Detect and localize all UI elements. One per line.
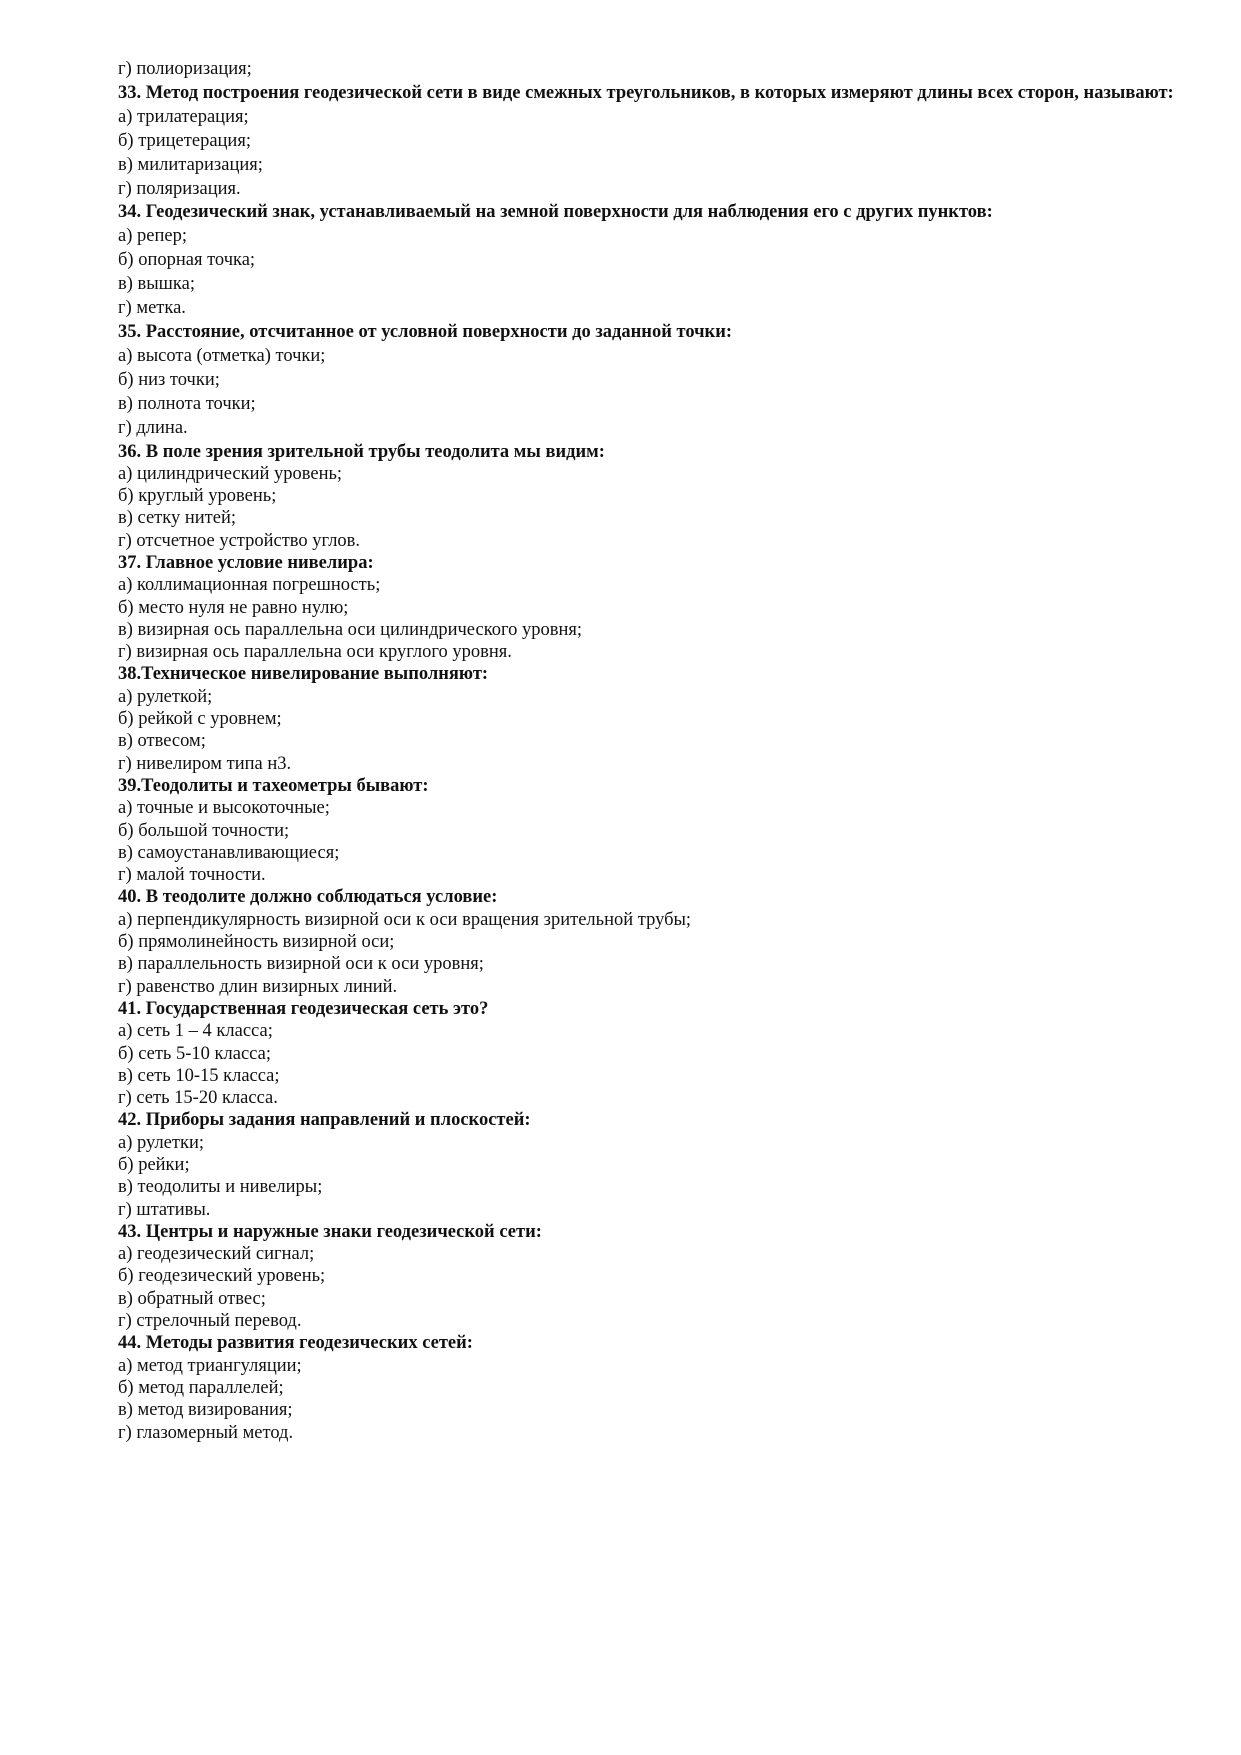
answer-option: г) малой точности.: [118, 865, 266, 886]
answer-option: г) визирная ось параллельна оси круглого уровня.: [118, 642, 512, 663]
answer-option: г) равенство длин визирных линий.: [118, 976, 398, 997]
answer-option: а) перпендикулярность визирной оси к оси вращения зрительной трубы;: [118, 909, 692, 930]
question-title-35: 35. Расстояние, отсчитанное от условной поверхности до заданной точки:: [118, 321, 733, 342]
answer-option: б) рейки;: [118, 1155, 190, 1175]
answer-option: а) метод триангуляции;: [118, 1355, 302, 1376]
answer-option: а) трилатерация;: [118, 106, 249, 127]
answer-option: б) опорная точка;: [118, 250, 256, 271]
answer-option: в) метод визирования;: [118, 1400, 293, 1421]
answer-option: в) сеть 10-15 класса;: [118, 1065, 280, 1086]
answer-option: в) самоустанавливающиеся;: [118, 842, 340, 863]
question-block-38: [118, 663, 1180, 774]
answer-option: а) точные и высокоточные;: [118, 798, 330, 819]
question-title-37: 37. Главное условие нивелира:: [118, 552, 374, 573]
answer-option: а) сеть 1 – 4 класса;: [118, 1021, 273, 1042]
answer-option: б) прямолинейность визирной оси;: [118, 932, 395, 953]
answer-option: г) штативы.: [118, 1199, 211, 1220]
answer-option: б) низ точки;: [118, 369, 220, 390]
answer-option: в) параллельность визирной оси к оси уровня;: [118, 954, 484, 975]
answer-option: в) вышка;: [118, 274, 195, 295]
answer-option: а) рулеткой;: [118, 686, 213, 707]
answer-option: в) обратный отвес;: [118, 1288, 266, 1309]
answer-option: г) нивелиром типа н3.: [118, 753, 292, 774]
question-title-33: 33. Метод построения геодезической сети в виде смежных треугольников, в которых измеряют длины всех сторон, называют:: [118, 82, 1174, 103]
question-block-44: [118, 1332, 1180, 1443]
question-title-43: 43. Центры и наружные знаки геодезической сети:: [118, 1221, 542, 1242]
question-block-35: [118, 321, 1180, 441]
answer-option: б) геодезический уровень;: [118, 1266, 326, 1287]
answer-option: б) метод параллелей;: [118, 1377, 284, 1398]
answer-option: б) круглый уровень;: [118, 486, 277, 507]
answer-option: б) место нуля не равно нулю;: [118, 597, 349, 618]
question-block-43: [118, 1221, 1180, 1332]
question-title-41: 41. Государственная геодезическая сеть это?: [118, 998, 489, 1019]
question-block-33: [118, 82, 1180, 202]
question-block-42: [118, 1109, 1180, 1220]
question-title-36: 36. В поле зрения зрительной трубы теодолита мы видим:: [118, 441, 605, 462]
question-block-36: [118, 441, 1180, 552]
question-block-41: [118, 998, 1180, 1109]
answer-option: в) теодолиты и нивелиры;: [118, 1177, 323, 1198]
question-title-38: 38.Техническое нивелирование выполняют:: [118, 664, 489, 685]
answer-option: а) геодезический сигнал;: [118, 1244, 315, 1265]
answer-option: в) визирная ось параллельна оси цилиндрического уровня;: [118, 619, 583, 640]
document-page: [118, 58, 1180, 1444]
answer-option: г) длина.: [118, 417, 188, 438]
answer-option: г) сеть 15-20 класса.: [118, 1088, 278, 1109]
question-title-40: 40. В теодолите должно соблюдаться условие:: [118, 887, 498, 908]
lead-block: [118, 58, 1180, 82]
question-title-34: 34. Геодезический знак, устанавливаемый на земной поверхности для наблюдения его с других пунктов:: [118, 202, 993, 223]
question-block-39: [118, 775, 1180, 886]
answer-option: в) милитаризация;: [118, 154, 263, 175]
question-title-42: 42. Приборы задания направлений и плоскостей:: [118, 1110, 531, 1131]
answer-option: г) метка.: [118, 298, 186, 319]
answer-option: г) отсчетное устройство углов.: [118, 530, 361, 551]
answer-option: б) большой точности;: [118, 820, 290, 841]
answer-option: а) цилиндрический уровень;: [118, 463, 343, 484]
answer-option: а) репер;: [118, 226, 187, 247]
question-block-37: [118, 552, 1180, 663]
answer-option: в) полнота точки;: [118, 393, 256, 414]
question-title-44: 44. Методы развития геодезических сетей:: [118, 1333, 473, 1354]
answer-option: а) высота (отметка) точки;: [118, 345, 326, 366]
answer-option: б) сеть 5-10 класса;: [118, 1043, 271, 1064]
answer-option: а) коллимационная погрешность;: [118, 575, 381, 596]
question-block-34: [118, 201, 1180, 321]
question-block-40: [118, 886, 1180, 997]
answer-option: а) рулетки;: [118, 1132, 204, 1153]
answer-option: г) поляризация.: [118, 178, 241, 199]
question-title-39: 39.Теодолиты и тахеометры бывают:: [118, 775, 429, 796]
answer-option: г) глазомерный метод.: [118, 1422, 294, 1443]
answer-option: б) рейкой с уровнем;: [118, 709, 282, 730]
lead-answer: г) полиоризация;: [118, 59, 252, 79]
answer-option: в) отвесом;: [118, 731, 206, 752]
answer-option: в) сетку нитей;: [118, 508, 236, 529]
answer-option: б) трицетерация;: [118, 130, 251, 151]
answer-option: г) стрелочный перевод.: [118, 1311, 302, 1332]
